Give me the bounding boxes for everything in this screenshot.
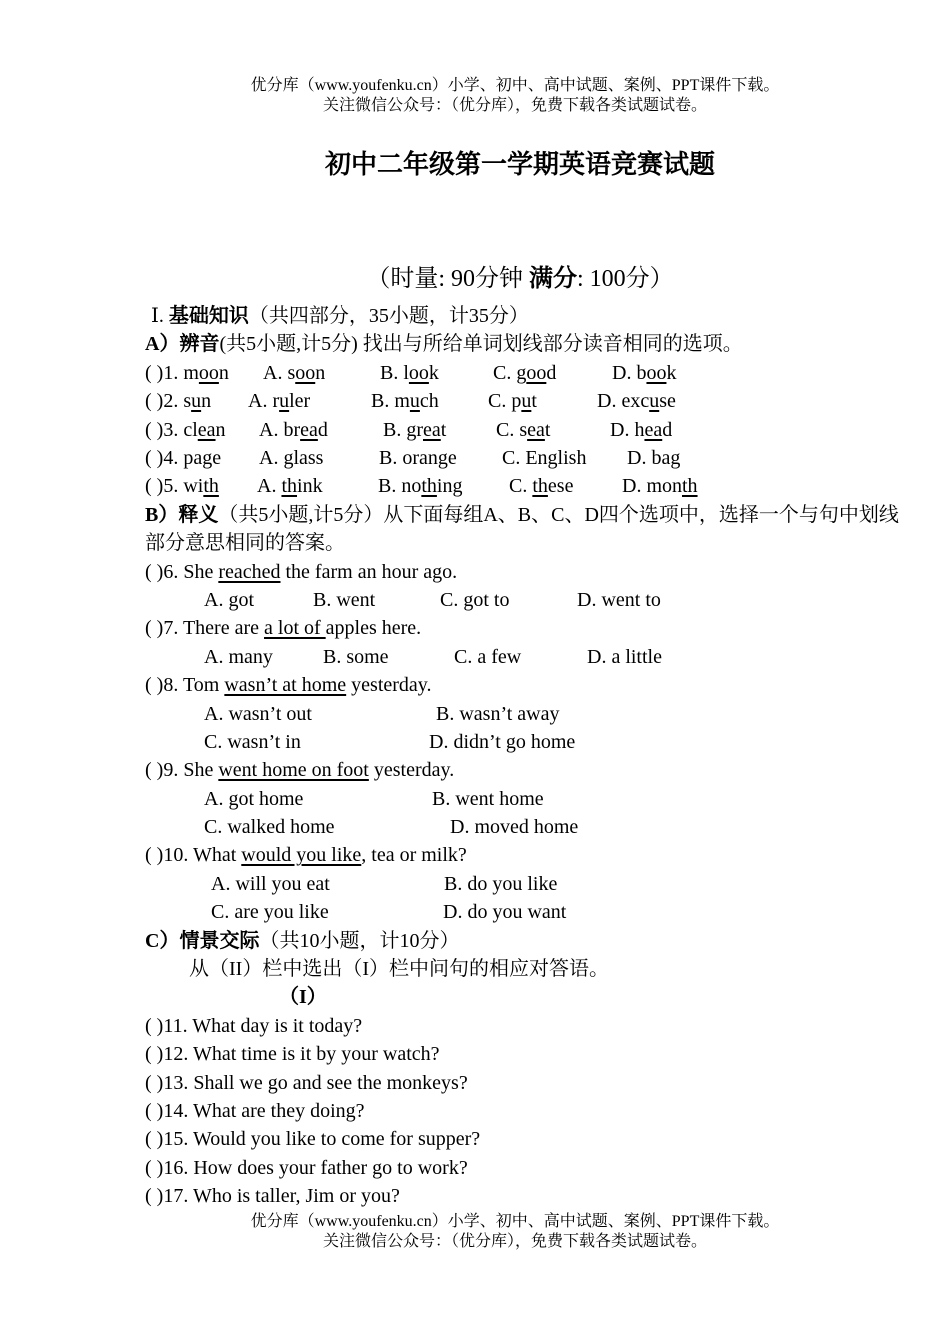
q4-option-d: D. bag <box>627 446 681 469</box>
q5-word: ( )5. with <box>145 475 219 498</box>
question-4 <box>145 444 905 472</box>
question-8: ( )8. Tom wasn’t at home yesterday. <box>145 674 432 697</box>
q3-option-b: B. great <box>383 418 447 441</box>
q6-option-a: A. got <box>204 588 254 611</box>
question-17: ( )17. Who is taller, Jim or you? <box>145 1185 400 1208</box>
exam-content <box>145 302 905 1211</box>
part-c-heading: C）情景交际（共10小题，计10分） <box>145 929 460 952</box>
q3-option-d: D. head <box>610 418 673 441</box>
q8-option-a: A. wasn’t out <box>204 702 312 725</box>
question-6-options <box>145 586 905 614</box>
q3-option-c: C. seat <box>496 418 551 441</box>
q2-option-d: D. excuse <box>597 390 676 413</box>
q6-option-d: D. went to <box>577 588 661 611</box>
question-2 <box>145 387 905 415</box>
q2-word: ( )2. sun <box>145 390 212 413</box>
q1-option-d: D. book <box>612 361 677 384</box>
header-line-1: 优分库（www.youfenku.cn）小学、初中、高中试题、案例、PPT课件下载。 <box>250 77 780 94</box>
q5-option-a: A. think <box>257 475 323 498</box>
q10-option-b: B. do you like <box>444 872 558 895</box>
q9-option-d: D. moved home <box>450 816 579 839</box>
part-b-heading: B）释义（共5小题,计5分）从下面每组A、B、C、D四个选项中，选择一个与句中划线部分意思相同的答案。 <box>145 503 899 555</box>
q4-option-c: C. English <box>502 446 587 469</box>
q4-word: ( )4. page <box>145 446 222 469</box>
question-5 <box>145 472 905 500</box>
q2-option-b: B. much <box>371 390 439 413</box>
footer-line-1: 优分库（www.youfenku.cn）小学、初中、高中试题、案例、PPT课件下载。 <box>250 1213 780 1230</box>
q8-option-d: D. didn’t go home <box>429 730 576 753</box>
header-line-2: 关注微信公众号：（优分库），免费下载各类试题试卷。 <box>322 97 707 114</box>
q7-option-a: A. many <box>204 645 273 668</box>
question-15: ( )15. Would you like to come for supper? <box>145 1128 481 1151</box>
page-header <box>0 76 950 116</box>
q1-word: ( )1. moon <box>145 361 229 384</box>
question-3 <box>145 416 905 444</box>
q5-option-d: D. month <box>622 475 698 498</box>
q6-option-c: C. got to <box>440 588 510 611</box>
footer-line-2: 关注微信公众号：（优分库），免费下载各类试题试卷。 <box>322 1233 707 1250</box>
part-a-heading: A）辨音(共5小题,计5分) 找出与所给单词划线部分读音相同的选项。 <box>145 333 743 356</box>
question-10-options-cd <box>145 898 905 926</box>
q3-word: ( )3. clean <box>145 418 226 441</box>
q1-option-a: A. soon <box>263 361 326 384</box>
q9-option-a: A. got home <box>204 787 304 810</box>
q3-option-a: A. bread <box>259 418 328 441</box>
question-16: ( )16. How does your father go to work? <box>145 1156 468 1179</box>
q8-option-b: B. wasn’t away <box>436 702 560 725</box>
part-c-instruction: 从（II）栏中选出（I）栏中问句的相应对答语。 <box>189 958 609 981</box>
q6-option-b: B. went <box>313 588 376 611</box>
q9-option-b: B. went home <box>432 787 544 810</box>
question-10: ( )10. What would you like, tea or milk? <box>145 844 467 867</box>
q5-option-c: C. these <box>509 475 574 498</box>
question-9: ( )9. She went home on foot yesterday. <box>145 759 455 782</box>
question-7-options <box>145 643 905 671</box>
question-13: ( )13. Shall we go and see the monkeys? <box>145 1071 468 1094</box>
question-7: ( )7. There are a lot of apples here. <box>145 617 422 640</box>
page-title: 初中二年级第一学期英语竞赛试题 <box>324 150 715 180</box>
q7-option-c: C. a few <box>454 645 522 668</box>
question-11: ( )11. What day is it today? <box>145 1014 363 1037</box>
q4-option-a: A. glass <box>259 446 324 469</box>
q9-option-c: C. walked home <box>204 816 335 839</box>
question-9-options-cd <box>145 813 905 841</box>
exam-time-score: （时量: 90分钟 满分: 100分） <box>366 264 674 292</box>
q2-option-a: A. ruler <box>248 390 311 413</box>
question-9-options-ab <box>145 785 905 813</box>
q1-option-b: B. look <box>380 361 439 384</box>
question-6: ( )6. She reached the farm an hour ago. <box>145 560 458 583</box>
question-8-options-cd <box>145 728 905 756</box>
q5-option-b: B. nothing <box>378 475 463 498</box>
q2-option-c: C. put <box>488 390 537 413</box>
question-12: ( )12. What time is it by your watch? <box>145 1043 440 1066</box>
q1-option-c: C. good <box>493 361 557 384</box>
column-i-label: （I） <box>279 986 327 1009</box>
question-1 <box>145 359 905 387</box>
q10-option-c: C. are you like <box>211 901 329 924</box>
q8-option-c: C. wasn’t in <box>204 730 301 753</box>
question-14: ( )14. What are they doing? <box>145 1099 365 1122</box>
q7-option-d: D. a little <box>587 645 662 668</box>
section-1-heading: Ⅰ. 基础知识（共四部分，35小题，计35分） <box>151 305 529 327</box>
question-10-options-ab <box>145 870 905 898</box>
q7-option-b: B. some <box>323 645 389 668</box>
question-8-options-ab <box>145 700 905 728</box>
q4-option-b: B. orange <box>379 446 457 469</box>
q10-option-a: A. will you eat <box>211 872 330 895</box>
page-footer <box>0 1212 950 1252</box>
q10-option-d: D. do you want <box>443 901 567 924</box>
